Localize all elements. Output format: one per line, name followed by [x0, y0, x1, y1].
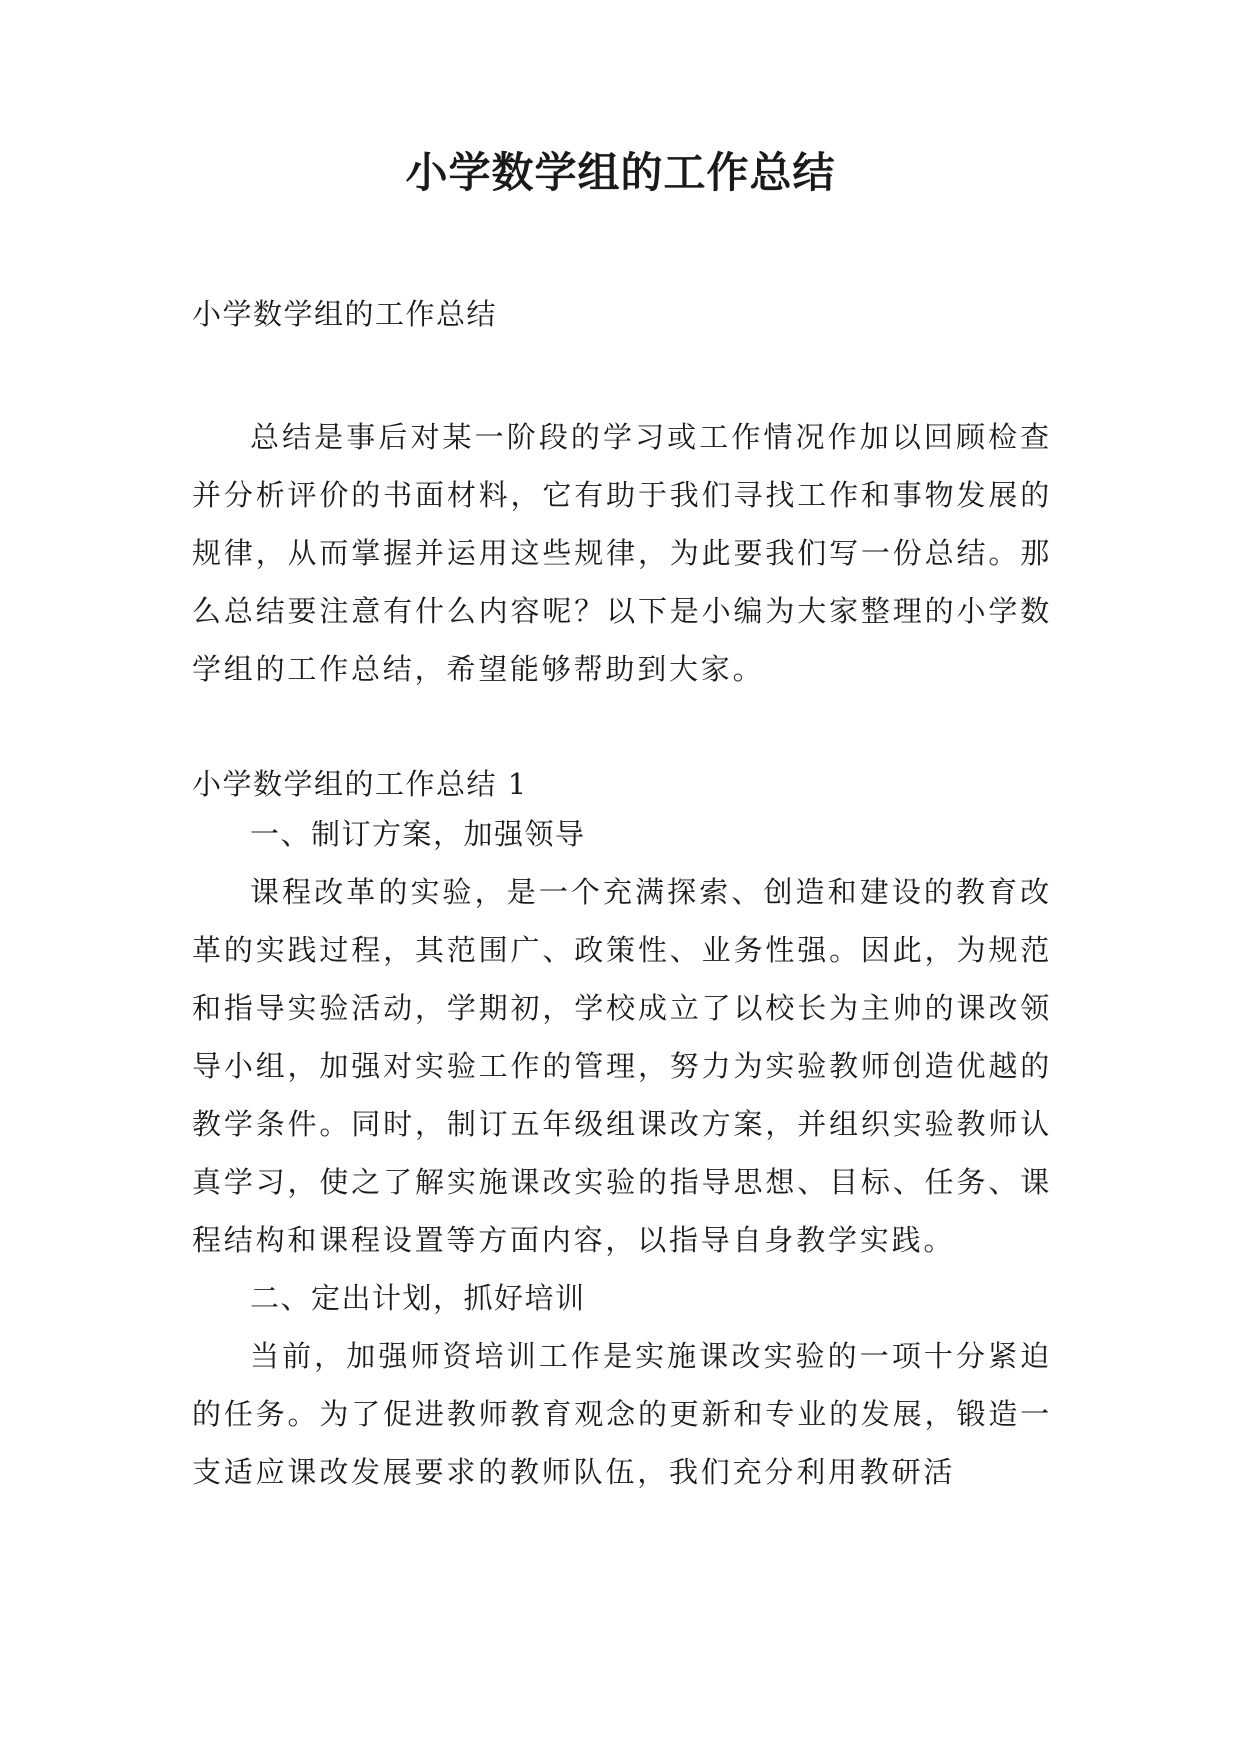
section-heading-1: 一、制订方案，加强领导 — [250, 817, 586, 851]
intro-section — [192, 408, 1052, 698]
document-subtitle: 小学数学组的工作总结 — [192, 297, 498, 331]
section-content — [192, 805, 1052, 1501]
intro-paragraph: 总结是事后对某一阶段的学习或工作情况作加以回顾检查并分析评价的书面材料，它有助于我们寻找工作和事物发展的规律，从而掌握并运用这些规律，为此要我们写一份总结。那么总结要注意有什么内容呢？以下是小编为大家整理的小学数学组的工作总结，希望能够帮助到大家。 — [192, 420, 1052, 686]
section-paragraph-1: 课程改革的实验，是一个充满探索、创造和建设的教育改革的实践过程，其范围广、政策性、业务性强。因此，为规范和指导实验活动，学期初，学校成立了以校长为主帅的课改领导小组，加强对实验工作的管理，努力为实验教师创造优越的教学条件。同时，制订五年级组课改方案，并组织实验教师认真学习，使之了解实施课改实验的指导思想、目标、任务、课程结构和课程设置等方面内容，以指导自身教学实践。 — [192, 875, 1052, 1257]
section-title: 小学数学组的工作总结 1 — [192, 767, 528, 801]
document-title: 小学数学组的工作总结 — [405, 148, 836, 197]
section-heading-2: 二、定出计划，抓好培训 — [250, 1281, 586, 1315]
section-paragraph-2: 当前，加强师资培训工作是实施课改实验的一项十分紧迫的任务。为了促进教师教育观念的更新和专业的发展，锻造一支适应课改发展要求的教师队伍，我们充分利用教研活 — [192, 1339, 1052, 1489]
